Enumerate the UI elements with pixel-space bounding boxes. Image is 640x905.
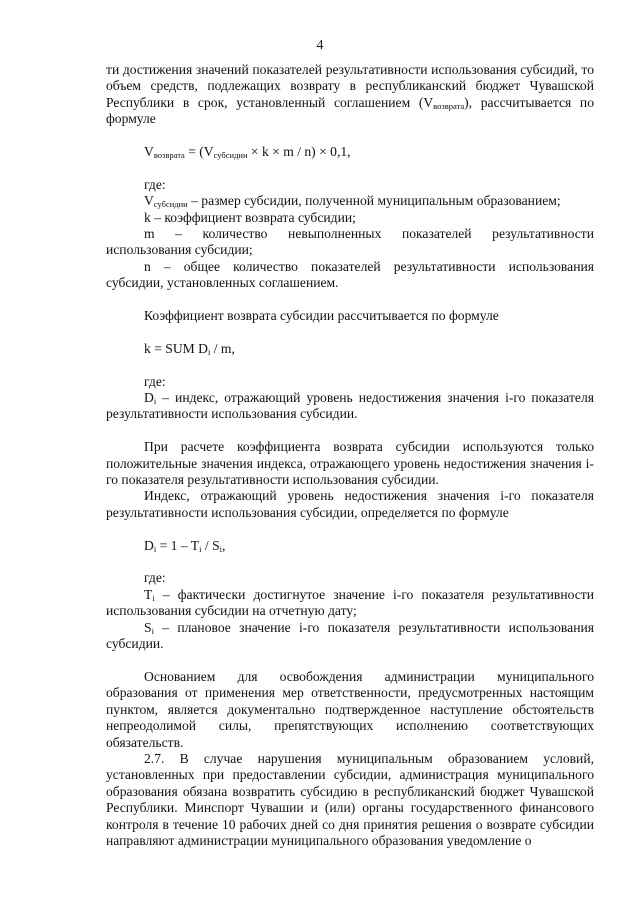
page-number: 4 xyxy=(316,38,324,53)
paragraph-intro: ти достижения значений показателей результативности использования субсидий, то объем средств, подлежащих возврату в республиканский бюджет Чувашской Республики в срок, установленный соглашением $(V_{возврата})$, рассчитывается по формуле xyxy=(106,62,594,127)
definition-s: $S_i$ – плановое значение i-го показателя результативности использования субсидии. xyxy=(106,619,594,652)
formula-coefficient: k = SUM $D_i$ / m, xyxy=(144,340,235,357)
formula-refund: $V_{возврата} = (V_{субсидии} \times k \times m / n) \times 0,1$, xyxy=(144,144,351,161)
page-content xyxy=(106,62,594,849)
paragraph-2-7: 2.7. В случае нарушения муниципальным образованием условий, установленных при предоставлении субсидии, администрация муниципального образования обязана возвратить субсидию в республиканский бюджет Чувашской Республики. Минспорт Чувашии и (или) органы государственного финансового контроля в течение 10 рабочих дней со дня принятия решения о возврате субсидии направляют администрации муниципального образования уведомление о xyxy=(106,750,594,848)
definition-k: k – коэффициент возврата субсидии; xyxy=(144,209,356,225)
definition-n: n – общее количество показателей результативности использования субсидии, установленных соглашением. xyxy=(106,258,594,291)
paragraph-index: Индекс, отражающий уровень недостижения значения i-го показателя результативности использования субсидии, определяется по формуле xyxy=(106,488,594,520)
where-label: где: xyxy=(144,570,166,586)
paragraph-coefficient: Коэффициент возврата субсидии рассчитывается по формуле xyxy=(144,308,499,324)
formula-index: $D_i = 1 - T_i / S_i$, xyxy=(144,537,226,554)
definition-t: $T_i$ – фактически достигнутое значение i-го показателя результативности использования субсидии на отчетную дату; xyxy=(106,586,594,619)
paragraph-basis: Основанием для освобождения администрации муниципального образования от применения мер ответственности, предусмотренных настоящим пунктом, является документально подтвержденное наступление обстоятельств непреодолимой силы, препятствующих исполнению соответствующих обязательств. xyxy=(106,668,594,750)
definition-d: $D_i$ – индекс, отражающий уровень недостижения значения i-го показателя результативности использования субсидии. xyxy=(106,390,594,422)
paragraph-positive-values: При расчете коэффициента возврата субсидии используются только положительные значения индекса, отражающего уровень недостижения значения i-го показателя результативности использования субсидии. xyxy=(106,439,594,488)
definition-v-subsidy: $V_{субсидии}$ – размер субсидии, полученной муниципальным образованием; xyxy=(144,193,561,210)
where-label: где: xyxy=(144,176,166,192)
where-label: где: xyxy=(144,373,166,389)
definition-m: m – количество невыполненных показателей результативности использования субсидии; xyxy=(106,226,594,258)
